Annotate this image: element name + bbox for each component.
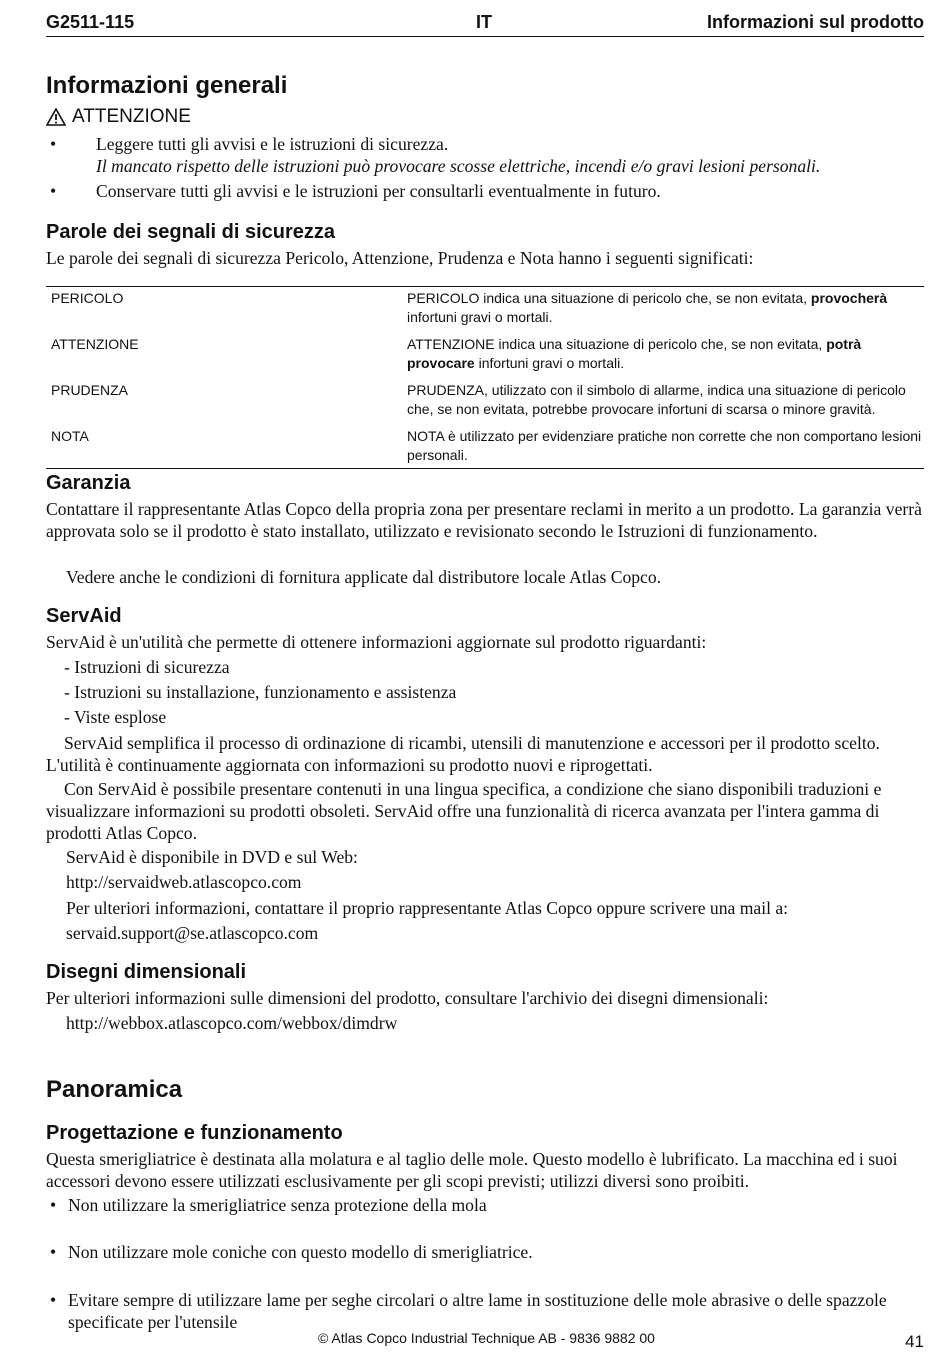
drawings-title: Disegni dimensionali	[46, 961, 247, 983]
signal-meaning: NOTA è utilizzato per evidenziare pratiche non corrette che non comportano lesioni personali.	[407, 428, 922, 463]
list-item: • Evitare sempre di utilizzare lame per seghe circolari o altre lame in sostituzione delle mole abrasive o delle spazzole specificate per l'utensile	[46, 1289, 946, 1333]
general-item-text: Leggere tutti gli avvisi e le istruzioni di sicurezza.	[96, 134, 449, 154]
signals-intro: Le parole dei segnali di sicurezza Pericolo, Attenzione, Prudenza e Nota hanno i seguenti significati:	[46, 248, 754, 268]
overview-subtitle: Progettazione e funzionamento	[46, 1122, 343, 1144]
signal-meaning: PRUDENZA, utilizzato con il simbolo di allarme, indica una situazione di pericolo che, se non evitata, potrebbe provocare infortuni di scarsa o minore gravità.	[407, 382, 906, 417]
overview-text: Questa smerigliatrice è destinata alla molatura e al taglio delle mole. Questo modello è lubrificato. La macchina ed i suoi accessori devono essere utilizzati esclusivamente per gli scopi previsti; utilizzi diversi sono proibiti.	[46, 1149, 898, 1191]
servaid-intro: ServAid è un'utilità che permette di ottenere informazioni aggiornate sul prodotto riguardanti:	[46, 632, 707, 652]
general-item-text: Conservare tutti gli avvisi e le istruzioni per consultarli eventualmente in futuro.	[96, 181, 661, 201]
signal-words-table	[46, 286, 924, 469]
list-item: • Non utilizzare la smerigliatrice senza protezione della mola	[46, 1194, 946, 1216]
warranty-note: Vedere anche le condizioni di fornitura applicate dal distributore locale Atlas Copco.	[66, 567, 662, 587]
doc-code: G2511-115	[46, 12, 135, 32]
servaid-paragraph: Con ServAid è possibile presentare contenuti in una lingua specifica, a condizione che siano disponibili traduzioni e visualizzare informazioni su prodotti obsoleti. ServAid offre una funzionalità di ricerca avanzata per l'intera gamma di prodotti Atlas Copco.	[46, 779, 882, 843]
signal-meaning: PERICOLO indica una situazione di pericolo che, se non evitata, provocherà infortuni gravi o mortali.	[407, 290, 888, 325]
drawings-text: Per ulteriori informazioni sulle dimensioni del prodotto, consultare l'archivio dei disegni dimensionali:	[46, 988, 769, 1008]
signal-meaning: ATTENZIONE indica una situazione di pericolo che, se non evitata, potrà provocare infortuni gravi o mortali.	[407, 336, 862, 371]
signal-word: PERICOLO	[51, 290, 124, 306]
general-list	[46, 133, 924, 202]
warning-triangle-icon	[46, 108, 66, 126]
table-row	[46, 425, 924, 468]
warranty-text: Contattare il rappresentante Atlas Copco della propria zona per presentare reclami in merito a un prodotto. La garanzia verrà approvata solo se il prodotto è stato installato, utilizzato e revisionato secondo le Istruzioni di funzionamento.	[46, 499, 922, 541]
servaid-url[interactable]: http://servaidweb.atlascopco.com	[66, 872, 302, 892]
servaid-paragraph: Per ulteriori informazioni, contattare il proprio rappresentante Atlas Copco oppure scrivere una mail a:	[66, 898, 789, 918]
list-item	[46, 180, 924, 202]
signal-word: PRUDENZA	[51, 382, 129, 398]
warning-label: ATTENZIONE	[72, 106, 191, 127]
overview-title: Panoramica	[46, 1076, 183, 1103]
list-item: - Istruzioni di sicurezza	[64, 657, 230, 677]
general-title: Informazioni generali	[46, 72, 288, 99]
table-row	[46, 333, 924, 379]
section-title: Informazioni sul prodotto	[707, 12, 924, 32]
list-item: • Non utilizzare mole coniche con questo modello di smerigliatrice.	[46, 1241, 946, 1263]
language-code: IT	[476, 12, 492, 32]
table-row	[46, 379, 924, 425]
warranty-title: Garanzia	[46, 472, 131, 494]
copyright: © Atlas Copco Industrial Technique AB - 9836 9882 00	[318, 1330, 655, 1346]
servaid-title: ServAid	[46, 605, 122, 627]
signal-word: ATTENZIONE	[51, 336, 139, 352]
signals-title: Parole dei segnali di sicurezza	[46, 221, 336, 243]
drawings-url[interactable]: http://webbox.atlascopco.com/webbox/dimdrw	[66, 1013, 398, 1033]
list-item	[46, 133, 924, 177]
servaid-paragraph: ServAid è disponibile in DVD e sul Web:	[66, 847, 358, 867]
servaid-email[interactable]: servaid.support@se.atlascopco.com	[66, 923, 319, 943]
warning-heading	[46, 106, 924, 128]
list-item: - Viste esplose	[64, 707, 167, 727]
page-header	[46, 10, 924, 37]
general-item-note: Il mancato rispetto delle istruzioni può provocare scosse elettriche, incendi e/o gravi lesioni personali.	[96, 156, 821, 176]
servaid-paragraph: ServAid semplifica il processo di ordinazione di ricambi, utensili di manutenzione e accessori per il prodotto scelto. L'utilità è continuamente aggiornata con informazioni su prodotto nuovi e riprogettati.	[46, 733, 880, 775]
list-item: - Istruzioni su installazione, funzionamento e assistenza	[64, 682, 457, 702]
signal-word: NOTA	[51, 428, 89, 444]
table-row	[46, 287, 924, 333]
page-number: 41	[905, 1332, 924, 1351]
